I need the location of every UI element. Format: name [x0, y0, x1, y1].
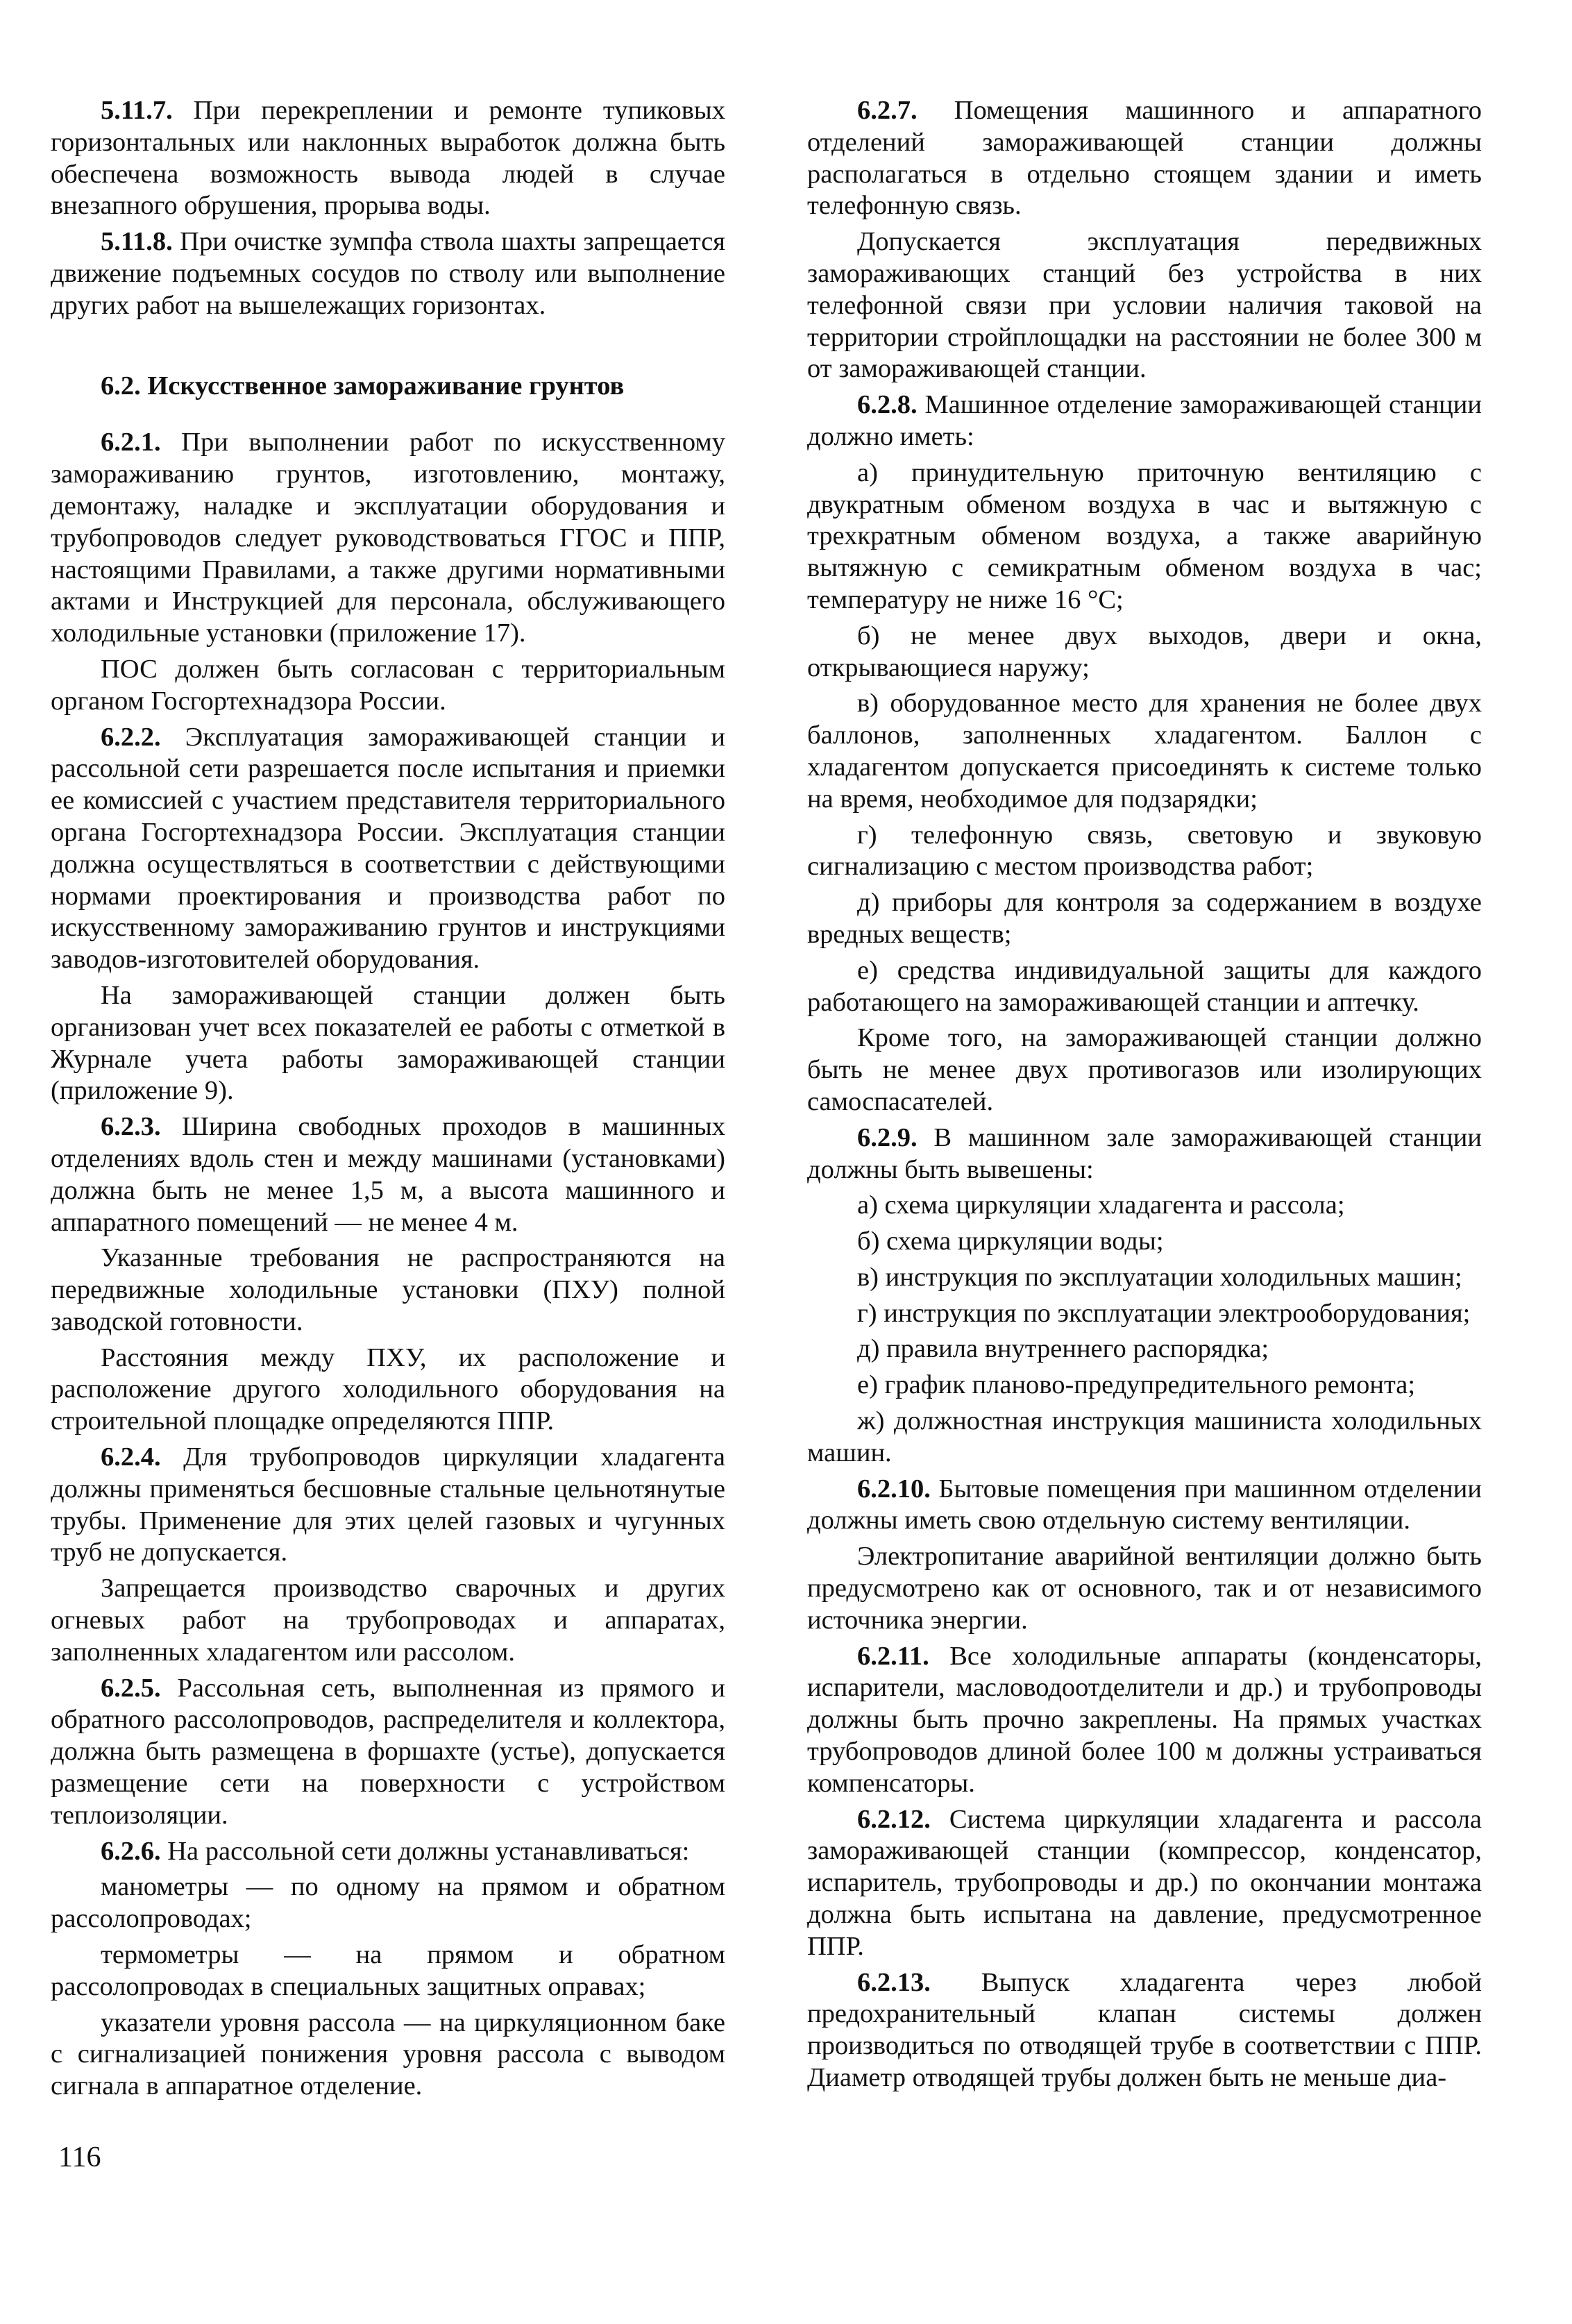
clause-number: 6.2.12. — [857, 1804, 931, 1834]
paragraph-text: Запрещается производство сварочных и других огневых работ на трубопроводах и аппаратах, заполненных хладагентом или рассолом. — [51, 1574, 725, 1667]
paragraph-text: ж) должностная инструкция машиниста холодильных машин. — [807, 1406, 1482, 1467]
clause-number: 6.2.8. — [857, 390, 918, 420]
clause-number: 6.2.2. — [101, 722, 161, 752]
paragraph — [807, 389, 1482, 453]
paragraph — [51, 722, 725, 976]
clause-number: 6.2.7. — [857, 96, 918, 125]
paragraph — [51, 654, 725, 718]
paragraph — [807, 1190, 1482, 1222]
paragraph — [807, 1122, 1482, 1186]
paragraph-text: г) телефонную связь, световую и звуковую сигнализацию с местом производства работ; — [807, 820, 1482, 882]
paragraph — [51, 226, 725, 321]
paragraph-text: Электропитание аварийной вентиляции должно быть предусмотрено как от основного, так и от независимого источника энергии. — [807, 1542, 1482, 1635]
paragraph — [51, 95, 725, 222]
clause-number: 6.2.3. — [101, 1112, 161, 1142]
paragraph — [807, 688, 1482, 815]
paragraph — [51, 1111, 725, 1238]
clause-number: 6.2.13. — [857, 1967, 931, 1997]
paragraph-text: а) принудительную приточную вентиляцию с двукратным обменом воздуха в час и вытяжную с трехкратным обменом воздуха, а также аварийную вытяжную с семикратным обменом воздуха в час; температуру не ниже 16 °С; — [807, 457, 1482, 614]
paragraph — [807, 457, 1482, 616]
paragraph — [807, 1967, 1482, 2094]
paragraph-text: Все холодильные аппараты (конденсаторы, испарители, масловодоотделители и др.) и трубопроводы должны быть прочно закреплены. На прямых участках трубопроводов длиной более 100 м должны устраиваться компенсаторы. — [807, 1641, 1482, 1798]
paragraph-text: д) правила внутреннего распорядка; — [857, 1334, 1269, 1364]
paragraph — [51, 1836, 725, 1868]
paragraph-text: Рассольная сеть, выполненная из прямого и обратного рассолопроводов, распределителя и коллектора, должна быть размещена в форшахте (устье), допускается размещение сети на поверхности с устройством теплоизоляции. — [51, 1673, 725, 1830]
paragraph-text: Допускается эксплуатация передвижных замораживающих станций без устройства в них телефонной связи при условии наличия таковой на территории стройплощадки на расстоянии не более 300 м от замораживающей станции. — [807, 227, 1482, 384]
paragraph-text: В машинном зале замораживающей станции должны быть вывешены: — [807, 1122, 1482, 1184]
paragraph-text: При перекреплении и ремонте тупиковых горизонтальных или наклонных выработок должна быть обеспечена возможность вывода людей в случае внезапного обрушения, прорыва воды. — [51, 96, 725, 221]
paragraph-text: указатели уровня рассола — на циркуляционном баке с сигнализацией понижения уровня рассола с выводом сигнала в аппаратное отделение. — [51, 2007, 725, 2101]
paragraph — [807, 1474, 1482, 1538]
paragraph-text: Бытовые помещения при машинном отделении должны иметь свою отдельную систему вентиляции. — [807, 1474, 1482, 1535]
paragraph — [51, 1673, 725, 1832]
paragraph-text: Для трубопроводов циркуляции хладагента должны применяться бесшовные стальные цельнотянутые трубы. Применение для этих целей газовых и чугунных труб не допускается. — [51, 1442, 725, 1567]
clause-number: 5.11.7. — [101, 96, 173, 125]
clause-number: 6.2.1. — [101, 428, 161, 457]
paragraph-text: е) средства индивидуальной защиты для каждого работающего на замораживающей станции и аптечку. — [807, 955, 1482, 1017]
paragraph-text: е) график планово-предупредительного ремонта; — [857, 1370, 1416, 1400]
paragraph-text: в) инструкция по эксплуатации холодильных машин; — [857, 1262, 1462, 1292]
paragraph-text: манометры — по одному на прямом и обратном рассолопроводах; — [51, 1872, 725, 1934]
paragraph — [807, 1804, 1482, 1963]
paragraph — [807, 1370, 1482, 1401]
paragraph — [807, 955, 1482, 1019]
paragraph — [807, 1641, 1482, 1800]
paragraph-text: б) не менее двух выходов, двери и окна, открывающиеся наружу; — [807, 621, 1482, 682]
paragraph-text: в) оборудованное место для хранения не более двух баллонов, заполненных хладагентом. Баллон с хладагентом допускается присоединять к системе только на время, необходимое для подзарядки; — [807, 689, 1482, 814]
paragraph — [51, 427, 725, 650]
paragraph-text: Расстояния между ПХУ, их расположение и расположение другого холодильного оборудования на строительной площадке определяются ППР. — [51, 1342, 725, 1436]
clause-number: 6.2.11. — [857, 1641, 929, 1671]
clause-number: 6.2.6. — [101, 1836, 161, 1866]
paragraph-text: Ширина свободных проходов в машинных отделениях вдоль стен и между машинами (установками) должна быть не менее 1,5 м, а высота машинного и аппаратного помещений — не менее 4 м. — [51, 1112, 725, 1237]
paragraph-text: При очистке зумпфа ствола шахты запрещается движение подъемных сосудов по стволу или выполнение других работ на вышележащих горизонтах. — [51, 227, 725, 320]
paragraph-text: термометры — на прямом и обратном рассолопроводах в специальных защитных оправах; — [51, 1940, 725, 2001]
paragraph-text: б) схема циркуляции воды; — [857, 1227, 1164, 1256]
paragraph — [51, 1243, 725, 1338]
paragraph-text: Указанные требования не распространяются на передвижные холодильные установки (ПХУ) полной заводской готовности. — [51, 1243, 725, 1336]
paragraph-text: Эксплуатация замораживающей станции и рассольной сети разрешается после испытания и приемки ее комиссией с участием представителя территориального органа Госгортехнадзора России. Эксплуатация станции должна осуществляться в соответствии с действующими нормами проектирования и производства работ по искусственному замораживанию грунтов и инструкциями заводов-изготовителей оборудования. — [51, 722, 725, 975]
clause-number: 6.2.9. — [857, 1122, 918, 1152]
paragraph-text: На замораживающей станции должен быть организован учет всех показателей ее работы с отметкой в Журнале учета работы замораживающей станции (приложение 9). — [51, 980, 725, 1106]
paragraph-text: Машинное отделение замораживающей станции должно иметь: — [807, 390, 1482, 451]
paragraph — [51, 980, 725, 1107]
paragraph — [807, 95, 1482, 222]
paragraph — [807, 820, 1482, 884]
paragraph — [51, 1573, 725, 1668]
paragraph — [807, 1333, 1482, 1365]
paragraph — [51, 1342, 725, 1438]
paragraph — [807, 1298, 1482, 1330]
clause-number: 6.2.5. — [101, 1673, 161, 1703]
left-column — [51, 95, 725, 2107]
paragraph-text: На рассольной сети должны устанавливаться: — [160, 1836, 690, 1866]
paragraph — [51, 1442, 725, 1569]
paragraph-text: Помещения машинного и аппаратного отделений замораживающей станции должны располагаться в отдельно стоящем здании и иметь телефонную связь. — [807, 96, 1482, 221]
paragraph-text: а) схема циркуляции хладагента и рассола; — [857, 1190, 1345, 1220]
paragraph-text: При выполнении работ по искусственному замораживанию грунтов, изготовлению, монтажу, демонтажу, наладке и эксплуатации оборудования и трубопроводов следует руководствоваться ГГОС и ППР, настоящими Правилами, а также другими нормативными актами и Инструкцией для персонала, обслуживающего холодильные установки (приложение 17). — [51, 428, 725, 648]
section-heading: 6.2. Искусственное замораживание грунтов — [101, 371, 625, 401]
paragraph-text: г) инструкция по эксплуатации электрооборудования; — [857, 1298, 1471, 1328]
paragraph — [807, 226, 1482, 385]
paragraph-text: Система циркуляции хладагента и рассола замораживающей станции (компрессор, конденсатор, испаритель, трубопроводы и др.) по окончании монтажа должна быть испытана на давление, предусмотренное ППР. — [807, 1804, 1482, 1961]
paragraph — [51, 1939, 725, 2003]
paragraph-text: д) приборы для контроля за содержанием в воздухе вредных веществ; — [807, 888, 1482, 949]
paragraph — [51, 1871, 725, 1935]
paragraph — [807, 1226, 1482, 1258]
clause-number: 6.2.10. — [857, 1474, 931, 1504]
paragraph — [807, 887, 1482, 951]
paragraph — [807, 1262, 1482, 1294]
clause-number: 6.2.4. — [101, 1442, 161, 1472]
page-number: 116 — [58, 2141, 101, 2173]
paragraph-text: ПОС должен быть согласован с территориальным органом Госгортехнадзора России. — [51, 654, 725, 716]
paragraph — [51, 2007, 725, 2103]
paragraph — [807, 1406, 1482, 1470]
paragraph — [807, 1022, 1482, 1118]
clause-number: 5.11.8. — [101, 227, 173, 257]
paragraph — [807, 1541, 1482, 1636]
right-column — [807, 95, 1482, 2098]
paragraph — [807, 621, 1482, 684]
paragraph-text: Выпуск хладагента через любой предохранительный клапан системы должен производиться по отводящей трубе в соответствии с ППР. Диаметр отводящей трубы должен быть не меньше диа- — [807, 1967, 1482, 2093]
paragraph-text: Кроме того, на замораживающей станции должно быть не менее двух противогазов или изолирующих самоспасателей. — [807, 1023, 1482, 1116]
